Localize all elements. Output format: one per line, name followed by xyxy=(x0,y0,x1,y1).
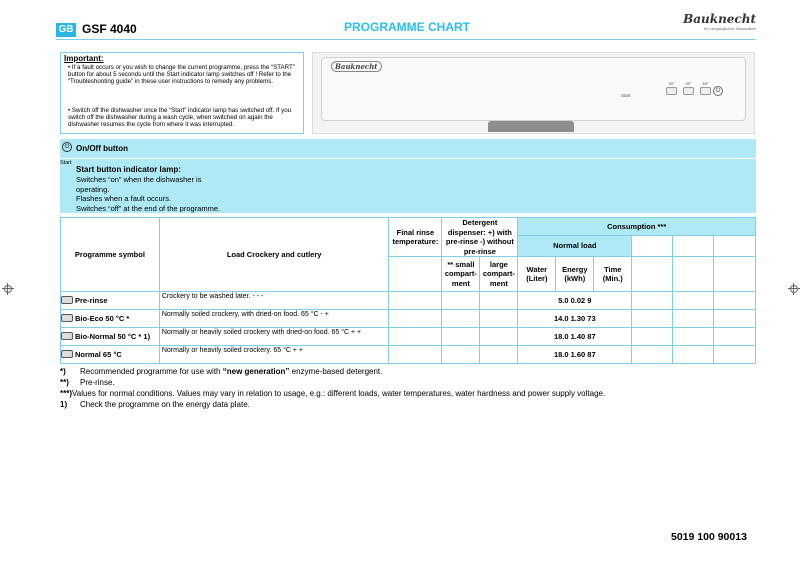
important-box xyxy=(60,52,304,134)
footnote: *) Recommended programme for use with “new generation” enzyme-based detergent. xyxy=(60,367,383,376)
start-lamp-line: Switches “on” when the dishwasher is operating. xyxy=(76,175,202,194)
programme-consumption: 18.0 1.60 87 xyxy=(518,346,632,364)
programme-buttons xyxy=(665,81,712,95)
header-blank xyxy=(389,257,442,292)
programme-table xyxy=(60,217,756,364)
header-normal-load: Normal load xyxy=(518,236,632,257)
programme-button: 50° xyxy=(665,81,678,95)
programme-icon xyxy=(666,87,677,95)
header-consumption: Consumption *** xyxy=(518,218,756,236)
header-load: Load Crockery and cutlery xyxy=(159,218,389,292)
header-blank xyxy=(632,257,673,292)
document-number: 5019 100 90013 xyxy=(671,531,747,543)
header-blank xyxy=(673,236,714,257)
start-lamp-line: Switches “off” at the end of the programme. xyxy=(76,203,221,213)
panel-start-label: Start xyxy=(621,93,631,98)
programme-load: Normally soiled crockery, with dried-on food. 65 °C - + xyxy=(159,310,389,328)
onoff-label: On/Off button xyxy=(76,144,128,153)
panel-brand-logo: Bauknecht xyxy=(331,61,382,72)
model-name: GSF 4040 xyxy=(82,22,137,36)
header-final-rinse: Final rinse temperature: xyxy=(389,218,442,257)
programme-load: Normally or heavily soiled crockery. 65 °C + + xyxy=(159,346,389,364)
programme-name: Normal 65 °C xyxy=(75,350,122,359)
programme-load: Crockery to be washed later. - - - xyxy=(159,292,389,310)
footnotes xyxy=(60,366,605,410)
important-note-switch-off: • Switch off the dishwasher once the “Start” indicator lamp has switched off. If you switch off the dishwasher during a wash cycle, when switched on again the dishwasher resumes the cycle from where it was interrupted. xyxy=(68,107,292,128)
normal-wash-icon xyxy=(61,350,73,358)
footnote: ***)Values for normal conditions. Values may vary in relation to usage, e.g.: different loads, water temperatures, water hardness and power supply voltage. xyxy=(60,389,606,398)
bio-eco-icon xyxy=(61,314,73,322)
control-panel-illustration xyxy=(312,52,755,134)
header-blank xyxy=(714,257,756,292)
brand-name: Bauknecht xyxy=(683,12,756,26)
panel-power-icon: ⏻ xyxy=(713,86,723,96)
onoff-row xyxy=(60,139,756,159)
language-badge: GB xyxy=(56,23,76,37)
brand-logo xyxy=(683,12,756,31)
footnote: 1) Check the programme on the energy data plate. xyxy=(60,400,250,409)
programme-icon xyxy=(700,87,711,95)
footnote: **) Pre-rinse. xyxy=(60,378,115,387)
header-energy: Energy (kWh) xyxy=(556,257,594,292)
brand-tagline: für vergnügliches Haushalten xyxy=(704,26,756,31)
table-row xyxy=(61,310,756,328)
programme-load: Normally or heavily soiled crockery with dried-on food. 65 °C + + xyxy=(159,328,389,346)
button-info-panel xyxy=(60,139,756,213)
page-title: PROGRAMME CHART xyxy=(344,20,470,34)
programme-consumption: 18.0 1.40 87 xyxy=(518,328,632,346)
programme-name: Pre-rinse xyxy=(75,296,108,305)
start-lamp-description xyxy=(76,175,276,213)
header-blank xyxy=(673,257,714,292)
header-programme: Programme symbol xyxy=(61,218,160,292)
header-time: Time (Min.) xyxy=(594,257,632,292)
door-handle xyxy=(488,121,574,132)
important-title: Important: xyxy=(64,54,104,63)
start-lamp-title: Start button indicator lamp: xyxy=(76,165,181,174)
important-note-fault: • If a fault occurs or you wish to change the current programme, press the “START” button for about 5 seconds until the Start indicator lamp switches off ! Refer to the “Troubleshooting guide” in these user instructions to remedy any problems. xyxy=(68,64,295,85)
header-blank xyxy=(714,236,756,257)
header-small-compartment: ** small compart-ment xyxy=(442,257,480,292)
programme-name: Bio-Eco 50 °C * xyxy=(75,314,130,323)
table-row xyxy=(61,292,756,310)
registration-mark-icon xyxy=(2,283,14,295)
programme-name: Bio-Normal 50 °C * 1) xyxy=(75,332,151,341)
table-row xyxy=(61,328,756,346)
programme-consumption: 14.0 1.30 73 xyxy=(518,310,632,328)
start-lamp-line: Flashes when a fault occurs. xyxy=(76,194,172,203)
header-large-compartment: large compart-ment xyxy=(480,257,518,292)
table-row xyxy=(61,346,756,364)
registration-mark-icon xyxy=(788,283,800,295)
header-water: Water (Liter) xyxy=(518,257,556,292)
bio-normal-icon xyxy=(61,332,73,340)
start-tag: Start xyxy=(60,160,72,166)
programme-icon xyxy=(683,87,694,95)
programme-button: 50° xyxy=(682,81,695,95)
header-blank xyxy=(632,236,673,257)
header-bar xyxy=(56,12,756,40)
power-icon: ⏻ xyxy=(62,142,72,152)
header-detergent: Detergent dispenser: +) with pre-rinse -) without pre-rinse xyxy=(442,218,518,257)
pre-rinse-icon xyxy=(61,296,73,304)
programme-consumption: 5.0 0.02 9 xyxy=(518,292,632,310)
programme-button: 65° xyxy=(699,81,712,95)
